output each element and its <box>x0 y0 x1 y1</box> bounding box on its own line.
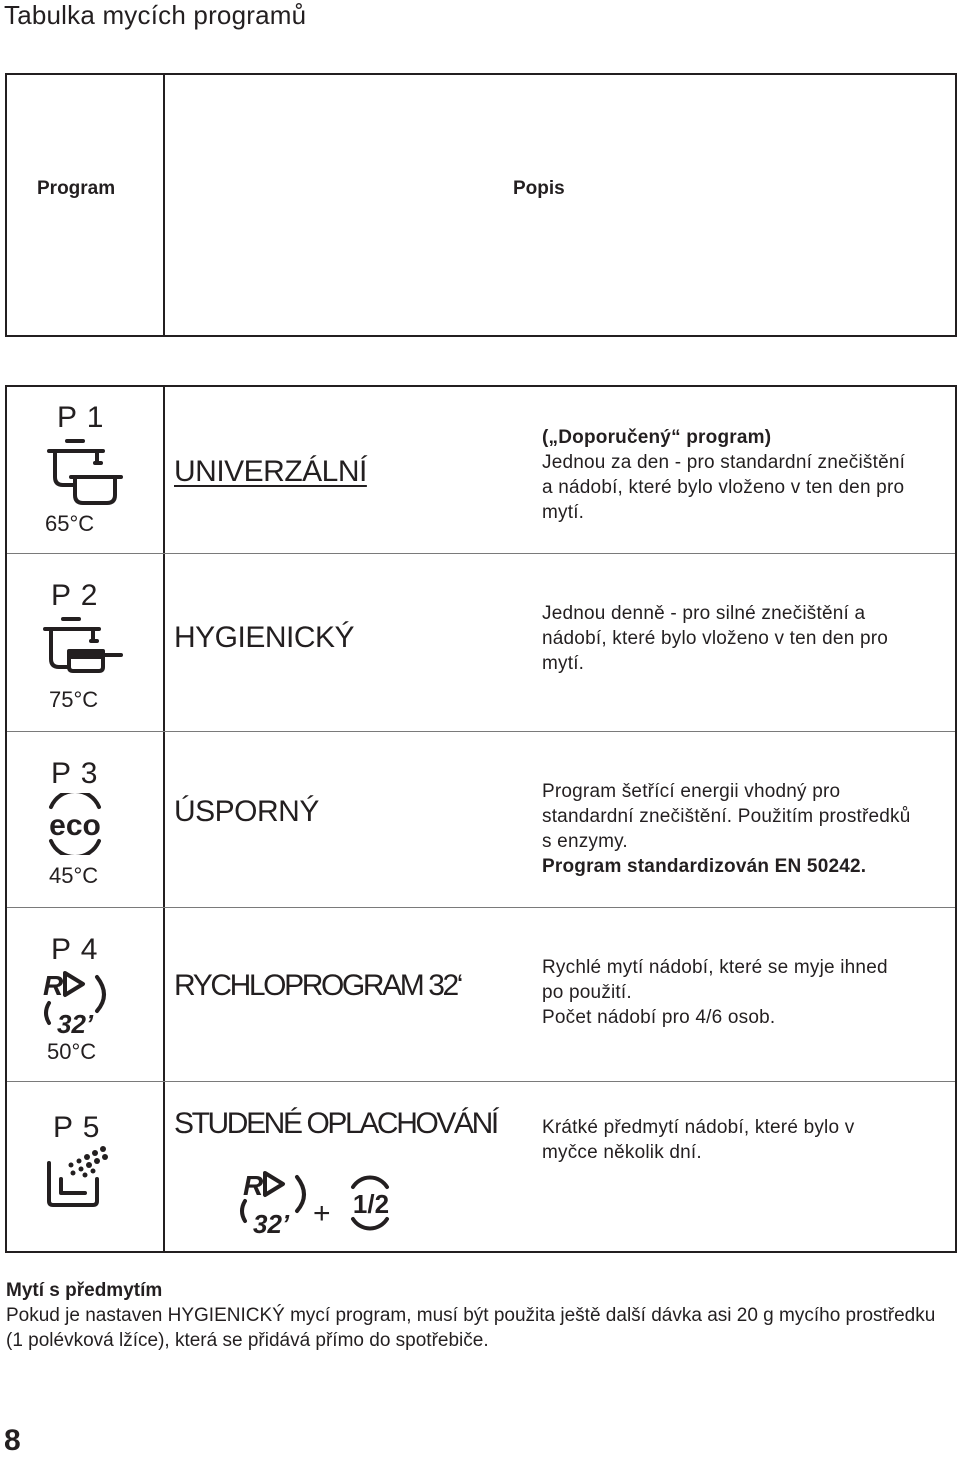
program-temperature: 75°C <box>49 687 99 712</box>
header-description: Popis <box>513 178 565 199</box>
program-name: STUDENÉ OPLACHOVÁNÍ <box>174 1107 497 1140</box>
note-text: Pokud je nastaven HYGIENICKÝ mycí program, musí být použita ještě další dávka asi 20 g mycího prostředku (1 polévková lžíce), která se přidává přímo do spotřebiče. <box>6 1305 936 1351</box>
description-line: („Doporučený“ program) <box>542 427 772 448</box>
program-temperature: 65°C <box>45 511 95 536</box>
glass-spray-icon <box>43 1143 113 1211</box>
program-name: UNIVERZÁLNÍ <box>174 455 367 488</box>
plus-sign: + <box>313 1197 331 1230</box>
program-name: ÚSPORNÝ <box>174 795 319 828</box>
page-number: 8 <box>4 1424 21 1457</box>
page-title: Tabulka mycích programů <box>4 0 307 30</box>
program-code: P 3 <box>51 757 99 790</box>
row-divider <box>7 1081 955 1082</box>
program-description <box>542 779 952 879</box>
program-description <box>542 425 952 525</box>
header-gap <box>5 337 957 385</box>
program-temperature: 45°C <box>49 863 99 888</box>
program-code: P 5 <box>53 1111 101 1144</box>
description-line: Program šetřící energii vhodný pro <box>542 781 841 802</box>
rapid-plus-half-icon <box>237 1167 417 1239</box>
program-code: P 1 <box>57 401 105 434</box>
header-program: Program <box>37 178 116 199</box>
description-line: Počet nádobí pro 4/6 osob. <box>542 1007 776 1028</box>
column-divider <box>163 75 165 1251</box>
note-title: Mytí s předmytím <box>6 1280 163 1301</box>
description-line: Jednou za den - pro standardní znečištění <box>542 452 906 473</box>
program-temperature: 50°C <box>47 1039 97 1064</box>
description-line: Program standardizován EN 50242. <box>542 856 867 877</box>
description-line: standardní znečištění. Použitím prostředků <box>542 806 911 827</box>
half-load-label: 1/2 <box>352 1189 390 1219</box>
program-code: P 2 <box>51 579 99 612</box>
rapid-minutes-label: 32’ <box>253 1209 290 1239</box>
eco-label: eco <box>49 809 101 842</box>
eco-icon <box>41 793 109 855</box>
description-line: Rychlé mytí nádobí, které se myje ihned <box>542 957 888 978</box>
program-code: P 4 <box>51 933 99 966</box>
description-line: a nádobí, které bylo vloženo v ten den pro <box>542 477 905 498</box>
program-name: RYCHLOPROGRAM 32‘ <box>174 969 462 1002</box>
program-name: HYGIENICKÝ <box>174 621 355 654</box>
description-line: myčce několik dní. <box>542 1142 702 1163</box>
program-description <box>542 1115 952 1165</box>
program-description <box>542 955 952 1030</box>
description-line: nádobí, které bylo vloženo v ten den pro <box>542 628 889 649</box>
description-line: Krátké předmytí nádobí, které bylo v <box>542 1117 855 1138</box>
program-description <box>542 601 952 676</box>
pot-pan-icon <box>41 615 123 679</box>
description-line: Jednou denně - pro silné znečištění a <box>542 603 866 624</box>
svg-text:R: R <box>243 1170 264 1201</box>
description-line: mytí. <box>542 653 585 674</box>
body-top-border <box>7 385 955 387</box>
row-divider <box>7 731 955 732</box>
program-table <box>5 73 957 1253</box>
description-line: s enzymy. <box>542 831 628 852</box>
description-line: po použití. <box>542 982 632 1003</box>
svg-text:R: R <box>43 970 64 1001</box>
row-divider <box>7 553 955 554</box>
pot-icon <box>45 437 125 509</box>
row-divider <box>7 907 955 908</box>
rapid-minutes-label: 32’ <box>57 1009 94 1039</box>
rapid-32-icon <box>37 967 113 1039</box>
description-line: mytí. <box>542 502 585 523</box>
